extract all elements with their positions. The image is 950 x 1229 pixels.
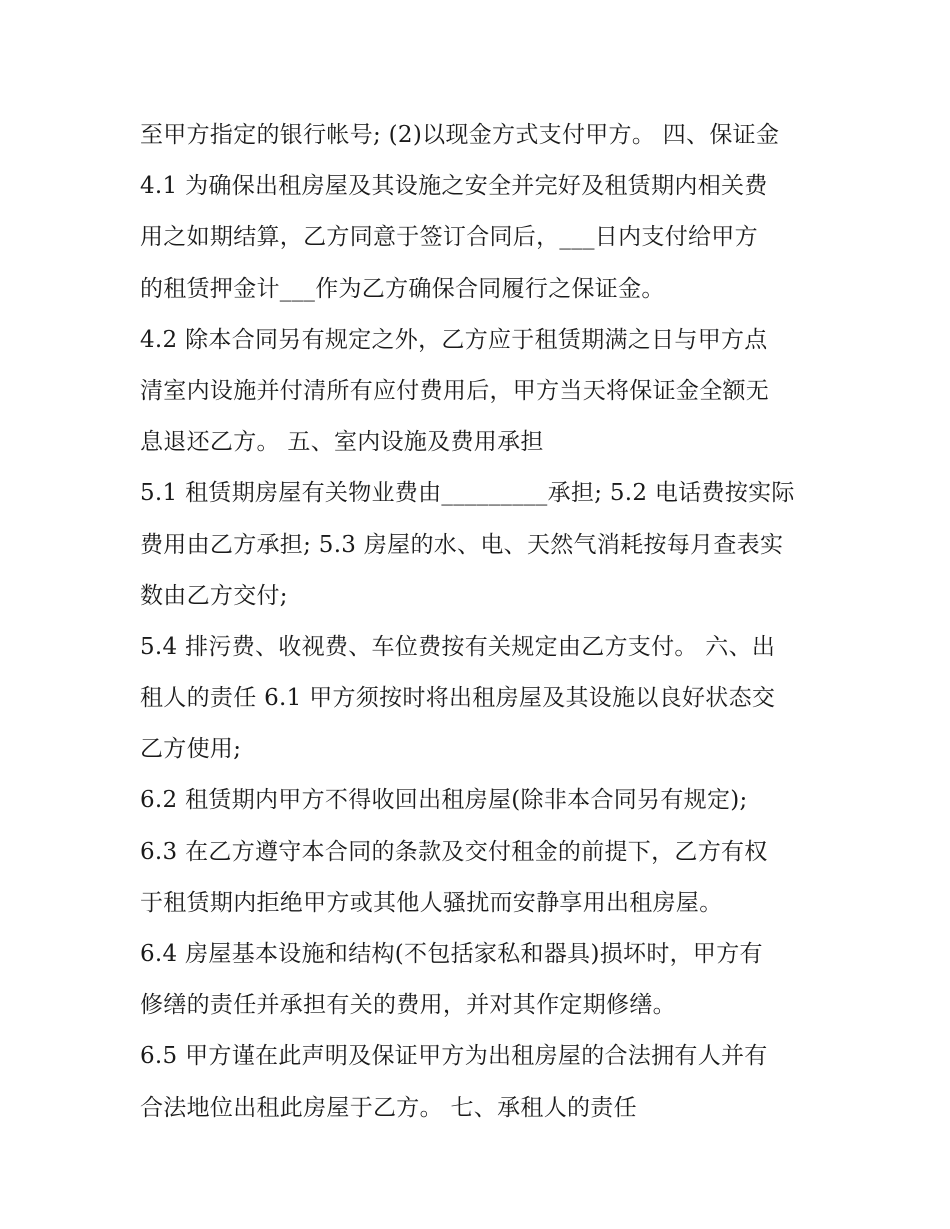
text-line: 6.5 甲方谨在此声明及保证甲方为出租房屋的合法拥有人并有 [140,1043,768,1070]
text-line: 5.4 排污费、收视费、车位费按有关规定由乙方支付。 六、出 [140,633,776,660]
text-line: 费用由乙方承担; 5.3 房屋的水、电、天然气消耗按每月查表实 [140,531,784,558]
text-line: 息退还乙方。 五、室内设施及费用承担 [140,429,544,456]
text-line: 清室内设施并付清所有应付费用后，甲方当天将保证金全额无 [140,377,770,404]
text-line: 租人的责任 6.1 甲方须按时将出租房屋及其设施以良好状态交 [140,685,776,712]
text-line: 修缮的责任并承担有关的费用，并对其作定期修缮。 [140,992,676,1019]
text-line: 用之如期结算，乙方同意于签订合同后，___日内支付给甲方 [140,224,758,251]
text-line: 6.2 租赁期内甲方不得收回出租房屋(除非本合同另有规定); [140,787,748,814]
text-line: 乙方使用; [140,736,242,763]
text-line: 6.3 在乙方遵守本合同的条款及交付租金的前提下，乙方有权 [140,838,768,865]
text-line: 数由乙方交付; [140,582,288,609]
text-line: 合法地位出租此房屋于乙方。 七、承租人的责任 [140,1094,637,1121]
text-line: 6.4 房屋基本设施和结构(不包括家私和器具)损坏时，甲方有 [140,941,763,967]
text-line: 5.1 租赁期房屋有关物业费由_________承担; 5.2 电话费按实际 [140,480,795,507]
text-line: 4.2 除本合同另有规定之外，乙方应于租赁期满之日与甲方点 [140,326,768,353]
text-line: 于租赁期内拒绝甲方或其他人骚扰而安静享用出租房屋。 [140,889,723,916]
text-line: 4.1 为确保出租房屋及其设施之安全并完好及租赁期内相关费 [140,173,768,200]
text-line: 的租赁押金计___作为乙方确保合同履行之保证金。 [140,275,665,302]
text-line: 至甲方指定的银行帐号; (2)以现金方式支付甲方。 四、保证金 [140,122,780,148]
document-body [140,110,830,1134]
